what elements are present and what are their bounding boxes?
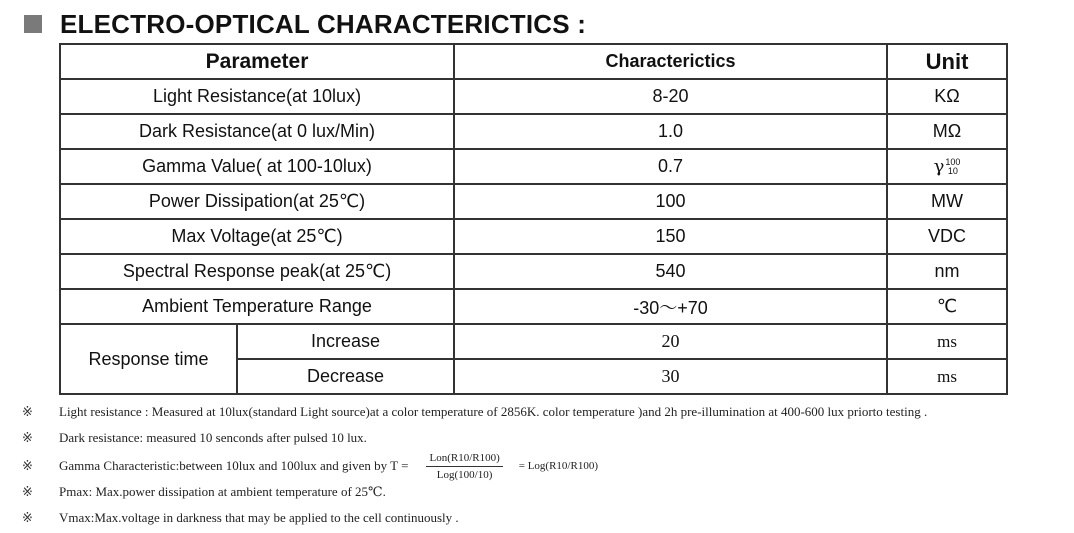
note-dark-resistance: [22, 427, 367, 449]
note-mark-icon: ※: [22, 458, 33, 474]
table-row: [60, 79, 1007, 114]
note-mark-icon: ※: [22, 430, 33, 446]
param-cell: Power Dissipation(at 25℃): [60, 184, 454, 219]
table-row: [60, 114, 1007, 149]
table-row: [60, 289, 1007, 324]
note-vmax: [22, 507, 459, 529]
note-mark-icon: ※: [22, 404, 33, 420]
response-time-label: Response time: [60, 324, 237, 394]
param-cell: Ambient Temperature Range: [60, 289, 454, 324]
fraction-numerator: Lon(R10/R100): [426, 452, 502, 467]
note-text: Dark resistance: measured 10 senconds after pulsed 10 lux.: [59, 430, 367, 445]
note-pmax: [22, 481, 386, 503]
table-header-row: [60, 44, 1007, 79]
section-title: ELECTRO-OPTICAL CHARACTERICTICS :: [60, 8, 587, 39]
table-row: [60, 184, 1007, 219]
note-mark-icon: ※: [22, 510, 33, 526]
header-characteristics: Characterictics: [454, 44, 887, 79]
value-cell: 1.0: [454, 114, 887, 149]
value-cell: -30～+70: [454, 289, 887, 324]
unit-cell: MΩ: [887, 114, 1007, 149]
note-mark-icon: ※: [22, 484, 33, 500]
decrease-value: 30: [454, 359, 887, 394]
gamma-symbol: γ: [933, 156, 945, 177]
table-row: [60, 324, 1007, 359]
param-cell: Spectral Response peak(at 25℃): [60, 254, 454, 289]
gamma-subscript: 10: [947, 166, 958, 177]
note-text: Pmax: Max.power dissipation at ambient temperature of 25℃.: [59, 484, 386, 499]
unit-cell: [887, 149, 1007, 184]
note-text: Light resistance : Measured at 10lux(standard Light source)at a color temperature of 2856K. color temperature )and 2h pre-illumination at 400-600 lux priorto testing .: [59, 404, 928, 419]
table-row: [60, 149, 1007, 184]
decrease-label: Decrease: [237, 359, 454, 394]
unit-cell: nm: [887, 254, 1007, 289]
value-cell: 8-20: [454, 79, 887, 114]
gamma-superscript: 100: [945, 157, 961, 168]
header-parameter: Parameter: [60, 44, 454, 79]
decrease-unit: ms: [887, 359, 1007, 394]
param-cell: Gamma Value( at 100-10lux): [60, 149, 454, 184]
fraction-denominator: Log(100/10): [436, 468, 493, 481]
value-cell: 540: [454, 254, 887, 289]
value-cell: 100: [454, 184, 887, 219]
section-bullet-icon: [24, 15, 42, 33]
param-cell: Max Voltage(at 25℃): [60, 219, 454, 254]
param-cell: Dark Resistance(at 0 lux/Min): [60, 114, 454, 149]
note-text: Gamma Characteristic:between 10lux and 100lux and given by T =: [59, 458, 409, 473]
increase-unit: ms: [887, 324, 1007, 359]
param-cell: Light Resistance(at 10lux): [60, 79, 454, 114]
unit-cell: MW: [887, 184, 1007, 219]
electro-optical-table: [59, 43, 1008, 395]
note-light-resistance: [22, 401, 927, 423]
value-cell: 0.7: [454, 149, 887, 184]
unit-cell: VDC: [887, 219, 1007, 254]
gamma-scripts: [945, 158, 960, 176]
unit-cell: KΩ: [887, 79, 1007, 114]
increase-label: Increase: [237, 324, 454, 359]
value-cell: 150: [454, 219, 887, 254]
gamma-fraction: [426, 452, 502, 481]
increase-value: 20: [454, 324, 887, 359]
header-unit: Unit: [887, 44, 1007, 79]
note-gamma: [22, 450, 598, 482]
table-row: [60, 219, 1007, 254]
table-row: [60, 254, 1007, 289]
section-header: [24, 8, 586, 40]
gamma-equivalent: = Log(R10/R100): [518, 460, 598, 472]
note-text: Vmax:Max.voltage in darkness that may be applied to the cell continuously .: [59, 510, 459, 525]
unit-cell: ℃: [887, 289, 1007, 324]
